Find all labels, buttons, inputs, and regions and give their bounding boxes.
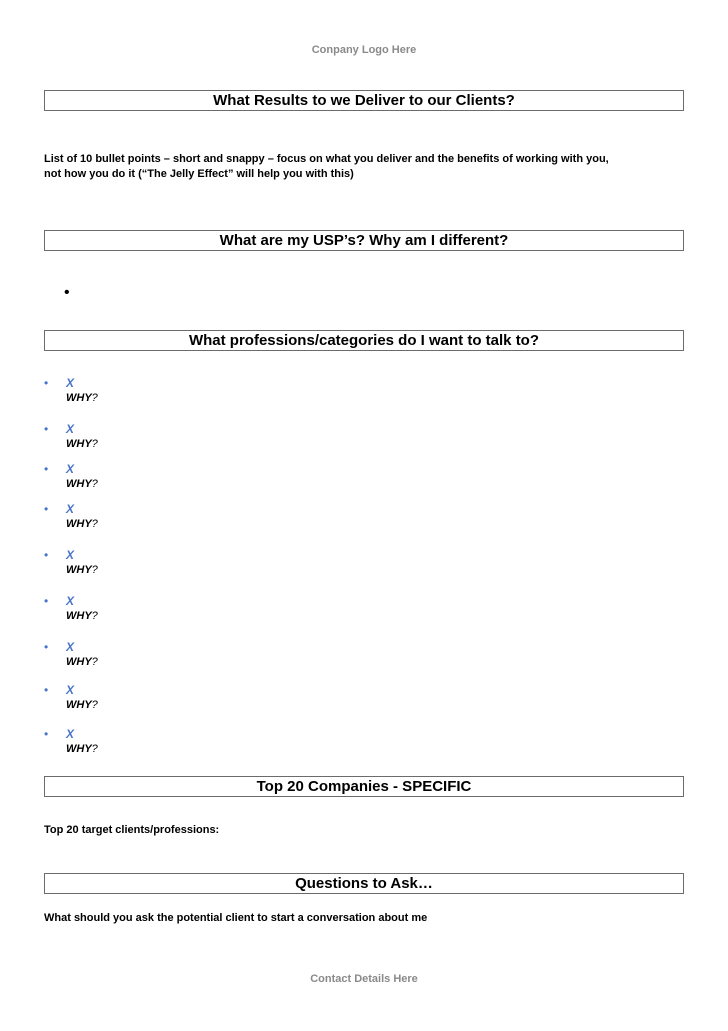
profession-label: X [66,502,75,516]
profession-label: X [66,683,75,697]
profession-why [66,392,98,404]
profession-label: X [66,594,75,608]
bullet-icon: • [44,548,49,562]
professions-section-title: What professions/categories do I want to talk to? [44,330,684,351]
bullet-icon: • [44,594,49,608]
why-question-mark: ? [91,478,98,490]
profession-label: X [66,376,75,390]
profession-why [66,518,98,530]
why-question-mark: ? [91,699,98,711]
why-question-mark: ? [91,438,98,450]
results-description [44,152,694,182]
why-question-mark: ? [91,392,98,404]
why-label: WHY [66,610,92,622]
questions-section-title: Questions to Ask… [44,873,684,894]
profession-item [44,548,644,582]
profession-label: X [66,422,75,436]
profession-why [66,564,98,576]
profession-label: X [66,727,75,741]
why-question-mark: ? [91,610,98,622]
profession-item [44,422,644,456]
bullet-icon: • [44,640,49,654]
results-description-line-2: not how you do it (“The Jelly Effect” will help you with this) [44,168,354,180]
profession-why [66,610,98,622]
questions-description: What should you ask the potential client to start a conversation about me [44,912,428,924]
profession-why [66,743,98,755]
usp-section-title: What are my USP’s? Why am I different? [44,230,684,251]
profession-item [44,462,644,496]
top-companies-section-title: Top 20 Companies - SPECIFIC [44,776,684,797]
usp-bullet: • [64,284,70,301]
profession-item [44,376,644,410]
profession-label: X [66,640,75,654]
why-question-mark: ? [91,564,98,576]
company-logo-placeholder: Conpany Logo Here [311,44,417,56]
why-question-mark: ? [91,656,98,668]
bullet-icon: • [44,683,49,697]
profession-why [66,478,98,490]
bullet-icon: • [44,376,49,390]
profession-item [44,640,644,674]
bullet-icon: • [44,502,49,516]
why-question-mark: ? [91,743,98,755]
why-question-mark: ? [91,518,98,530]
results-section-title: What Results to we Deliver to our Clients? [44,90,684,111]
profession-label: X [66,462,75,476]
why-label: WHY [66,656,92,668]
why-label: WHY [66,518,92,530]
profession-why [66,656,98,668]
profession-item [44,727,644,761]
why-label: WHY [66,478,92,490]
why-label: WHY [66,564,92,576]
profession-item [44,683,644,717]
results-description-line-1: List of 10 bullet points – short and snappy – focus on what you deliver and the benefits of working with you, [44,153,609,165]
why-label: WHY [66,392,92,404]
profession-item [44,502,644,536]
profession-item [44,594,644,628]
why-label: WHY [66,699,92,711]
profession-label: X [66,548,75,562]
top-companies-description: Top 20 target clients/professions: [44,824,220,836]
contact-details-placeholder: Contact Details Here [310,973,418,985]
profession-why [66,438,98,450]
bullet-icon: • [44,727,49,741]
bullet-icon: • [44,462,49,476]
why-label: WHY [66,438,92,450]
profession-why [66,699,98,711]
why-label: WHY [66,743,92,755]
bullet-icon: • [44,422,49,436]
